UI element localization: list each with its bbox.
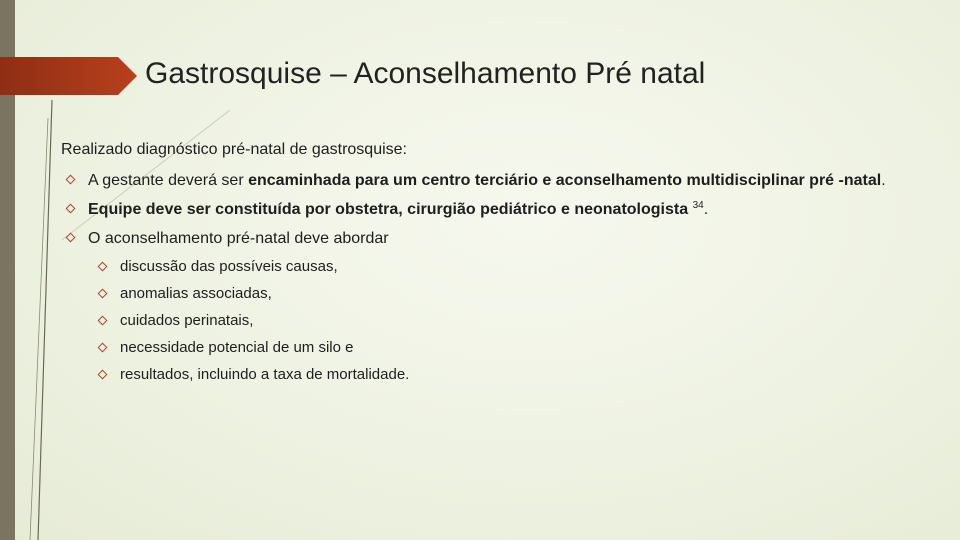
subitem-text: resultados, incluindo a taxa de mortalidade.	[120, 366, 410, 383]
slide-title: Gastrosquise – Aconselhamento Pré natal	[145, 57, 706, 90]
bullet-team-strong: Equipe deve ser constituída por obstetra, cirurgião pediátrico e neonatologista	[88, 201, 689, 218]
bullet-counseling	[61, 229, 941, 248]
subitem	[61, 339, 941, 357]
subitem	[61, 285, 941, 303]
bullet-referral	[61, 171, 931, 190]
bullet-team-suffix: .	[703, 201, 709, 218]
bullet-team	[61, 200, 941, 219]
bullet-referral-strong: encaminhada para um centro terciário e aconselhamento multidisciplinar pré -natal	[248, 172, 882, 189]
diamond-bullet-icon	[98, 316, 108, 326]
subitem	[61, 312, 941, 330]
intro-text: Realizado diagnóstico pré-natal de gastrosquise:	[61, 141, 407, 158]
subitem	[61, 366, 941, 384]
bullet-referral-suffix: .	[881, 172, 886, 189]
diamond-bullet-icon	[98, 262, 108, 272]
bullet-counseling-text: O aconselhamento pré-natal deve abordar	[88, 230, 389, 247]
subitem-text: anomalias associadas,	[120, 285, 272, 302]
diamond-bullet-icon	[98, 370, 108, 380]
diamond-bullet-icon	[98, 289, 108, 299]
title-accent-tab	[0, 57, 137, 95]
slide-content	[61, 140, 941, 393]
bullet-referral-prefix: A gestante deverá ser	[88, 172, 249, 189]
diamond-bullet-icon	[98, 343, 108, 353]
subitem-text: discussão das possíveis causas,	[120, 258, 338, 275]
diamond-bullet-icon	[66, 233, 76, 243]
diamond-bullet-icon	[66, 175, 76, 185]
citation-superscript: 34	[692, 200, 704, 211]
subitem-text: cuidados perinatais,	[120, 312, 254, 329]
subitem	[61, 258, 941, 276]
deco-line	[38, 100, 52, 540]
diamond-bullet-icon	[66, 204, 76, 214]
subitem-text: necessidade potencial de um silo e	[120, 339, 354, 356]
